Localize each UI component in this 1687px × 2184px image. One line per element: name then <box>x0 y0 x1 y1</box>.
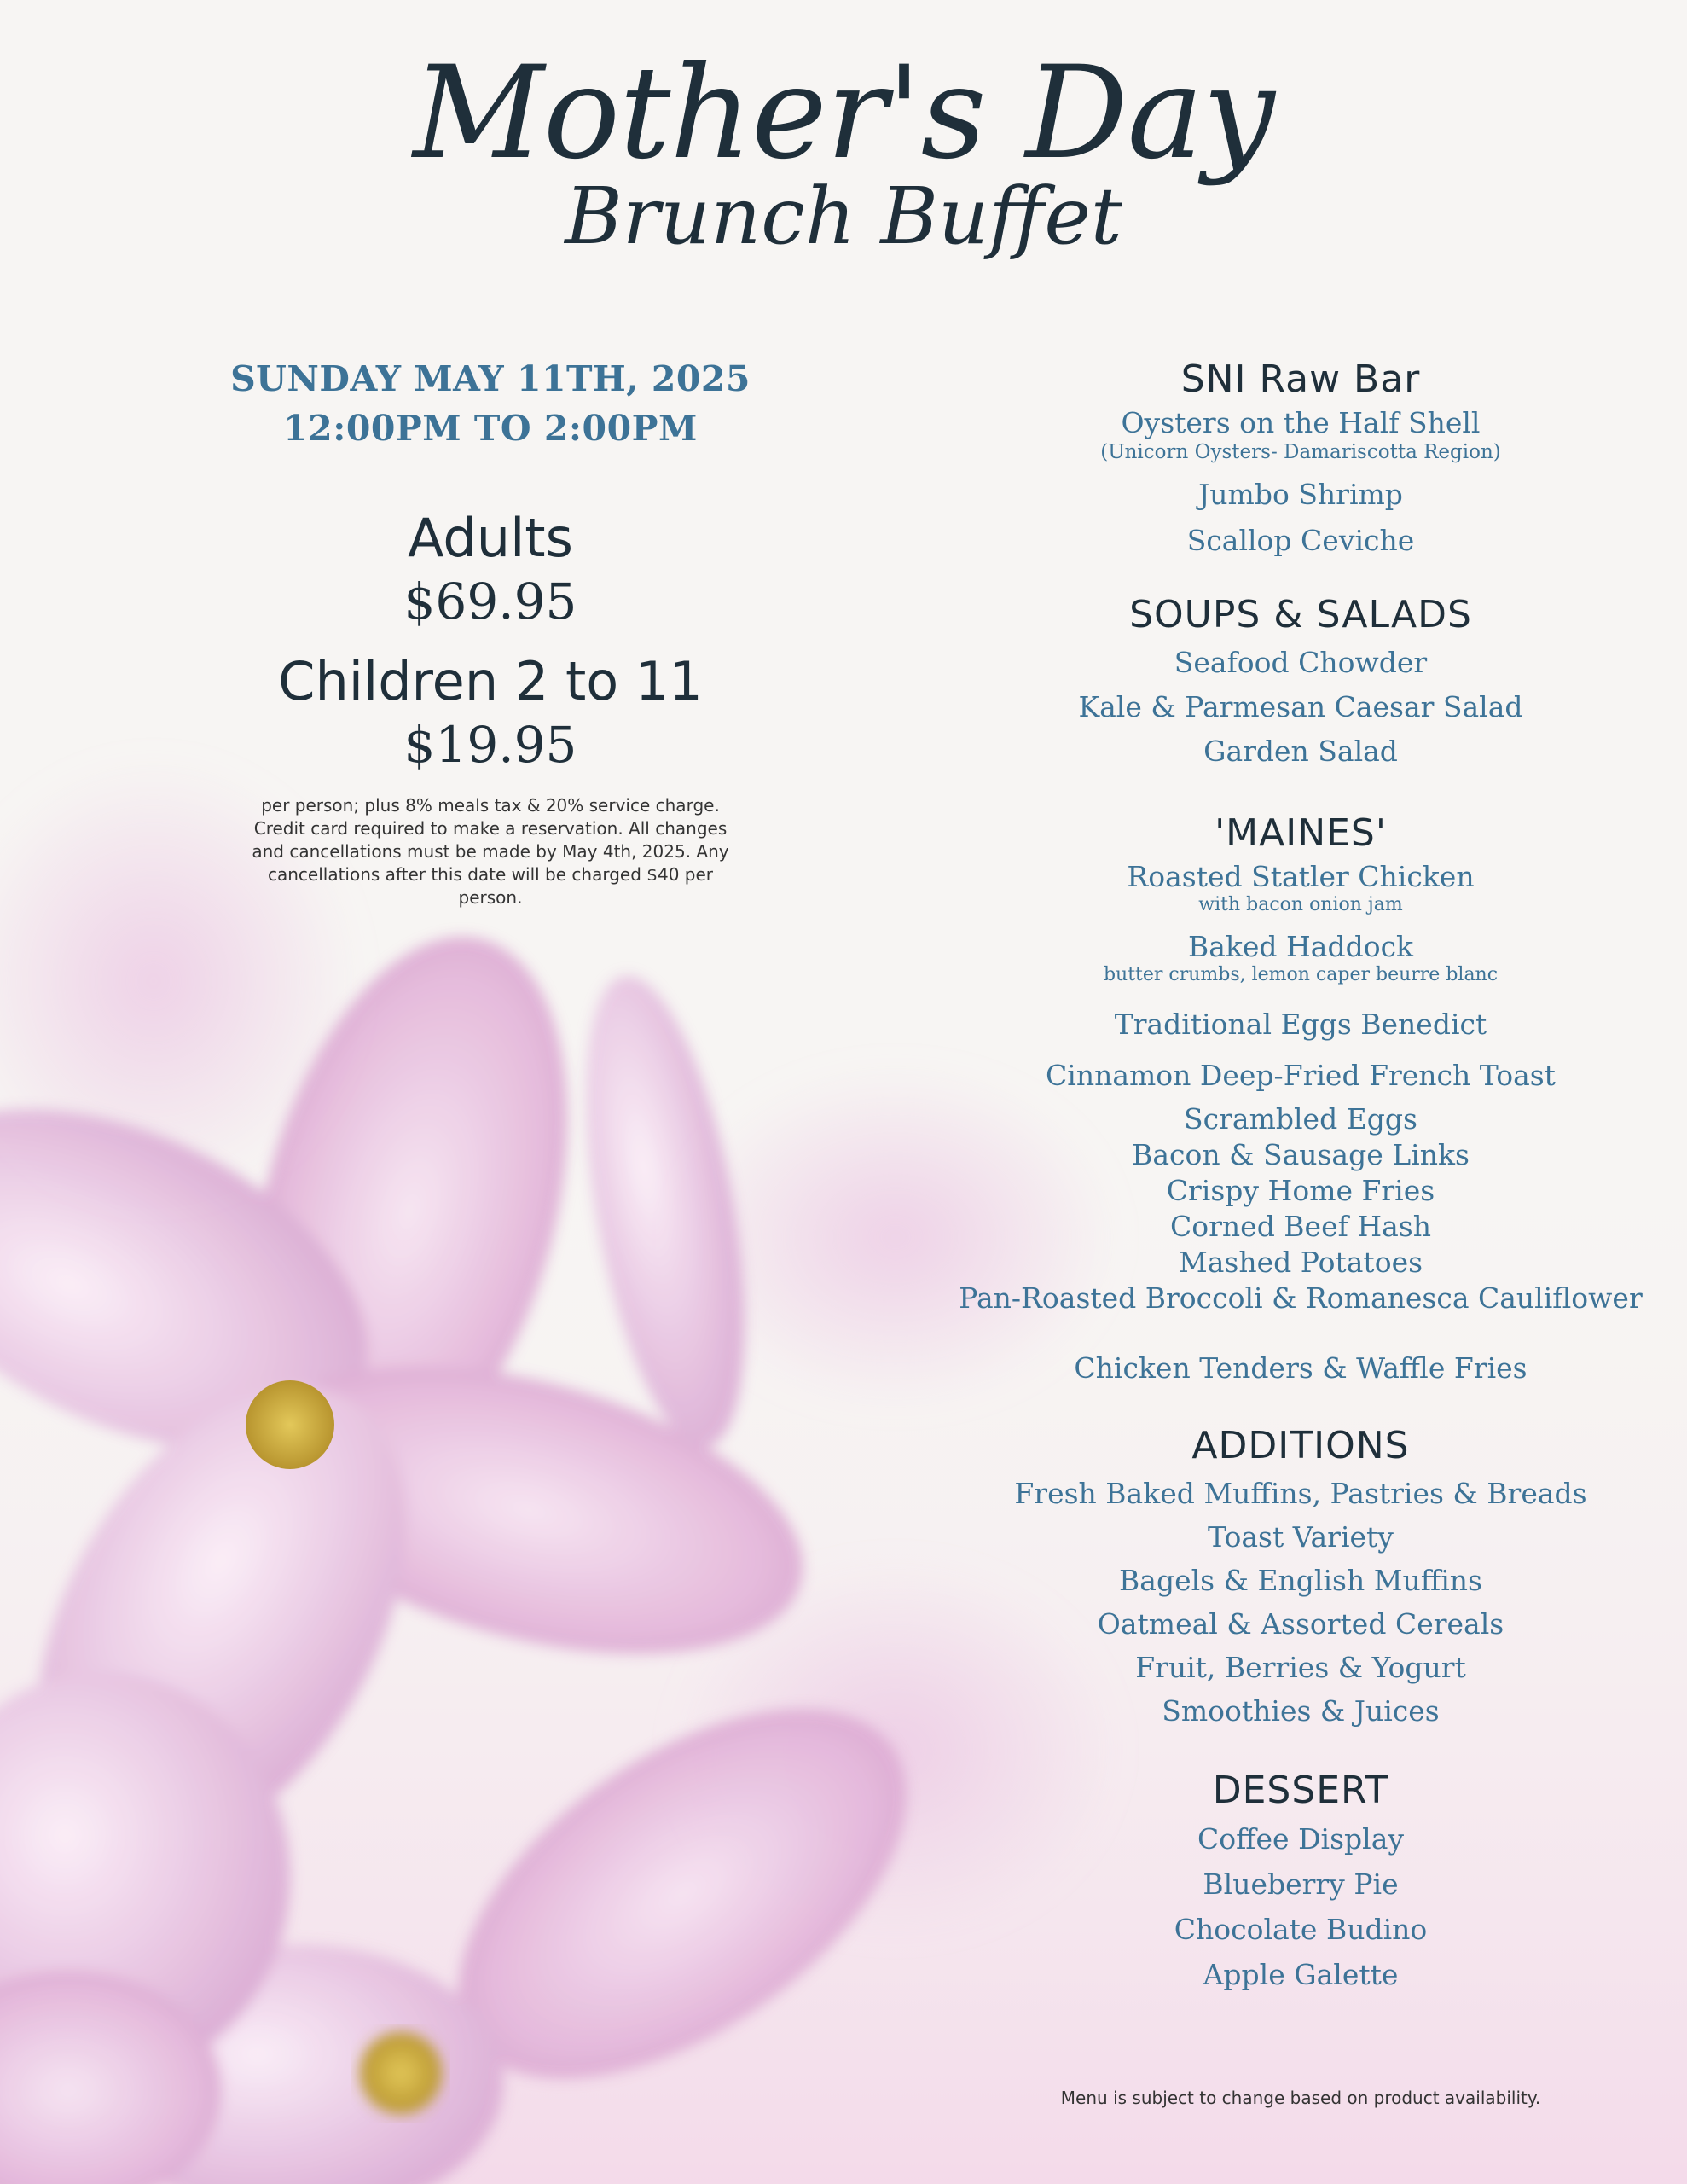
menu-item-note: (Unicorn Oysters- Damariscotta Region) <box>1100 441 1501 463</box>
menu-column <box>955 354 1646 1997</box>
event-time: 12:00PM TO 2:00PM <box>283 408 698 449</box>
dessert-heading: DESSERT <box>1212 1769 1389 1812</box>
soups-salads-heading: SOUPS & SALADS <box>1129 593 1472 636</box>
title-sub: Brunch Buffet <box>565 171 1122 262</box>
availability-disclaimer: Menu is subject to change based on product availability. <box>1060 2088 1541 2108</box>
menu-item: Apple Galette <box>1203 1958 1399 1991</box>
menu-item: Jumbo Shrimp <box>1198 478 1403 511</box>
adults-label: Adults <box>408 507 573 569</box>
menu-item: Pan-Roasted Broccoli & Romanesca Cauliflower <box>959 1281 1643 1315</box>
raw-bar-section <box>955 354 1646 564</box>
menu-item: Oatmeal & Assorted Cereals <box>1097 1607 1504 1641</box>
title-main: Mother's Day <box>413 39 1274 188</box>
menu-item: Blueberry Pie <box>1203 1867 1399 1901</box>
dessert-section <box>955 1765 1646 1997</box>
menu-item: Fresh Baked Muffins, Pastries & Breads <box>1014 1477 1587 1510</box>
raw-bar-heading: SNI Raw Bar <box>1180 357 1421 401</box>
maines-section <box>955 808 1646 1386</box>
menu-item: Chocolate Budino <box>1174 1913 1428 1946</box>
event-info-column <box>145 354 836 909</box>
menu-item: Oysters on the Half Shell <box>1121 406 1481 439</box>
maines-heading: 'MAINES' <box>1215 811 1387 855</box>
children-price: $19.95 <box>403 716 577 774</box>
menu-item: Toast Variety <box>1208 1520 1394 1554</box>
menu-item: Bagels & English Muffins <box>1119 1564 1482 1597</box>
additions-heading: ADDITIONS <box>1191 1424 1410 1467</box>
menu-item: Kale & Parmesan Caesar Salad <box>1078 690 1523 723</box>
soups-salads-section <box>955 590 1646 774</box>
menu-item: Seafood Chowder <box>1174 646 1428 679</box>
menu-item: Smoothies & Juices <box>1162 1694 1440 1728</box>
menu-item: Fruit, Berries & Yogurt <box>1135 1651 1466 1684</box>
children-label: Children 2 to 11 <box>278 650 703 712</box>
menu-item: Bacon & Sausage Links <box>1132 1138 1470 1171</box>
menu-item: Chicken Tenders & Waffle Fries <box>1074 1351 1528 1385</box>
event-date: SUNDAY MAY 11TH, 2025 <box>230 358 751 399</box>
adults-price: $69.95 <box>403 572 577 630</box>
menu-item: Garden Salad <box>1203 735 1398 768</box>
menu-item: Scallop Ceviche <box>1186 524 1415 557</box>
menu-item: Cinnamon Deep-Fried French Toast <box>1046 1059 1556 1092</box>
menu-item: Roasted Statler Chicken <box>1127 860 1475 893</box>
menu-item: Mashed Potatoes <box>1178 1246 1423 1279</box>
menu-item: Baked Haddock <box>1187 930 1414 963</box>
menu-item: Corned Beef Hash <box>1170 1210 1431 1243</box>
menu-item-note: with bacon onion jam <box>1198 894 1403 915</box>
menu-item: Crispy Home Fries <box>1166 1174 1435 1207</box>
pricing-terms: per person; plus 8% meals tax & 20% service charge. Credit card required to make a reservation. All changes and cancellations must be made by May 4th, 2025. Any cancellations after this date will be charged $40 per person. <box>252 795 729 908</box>
additions-section <box>955 1420 1646 1733</box>
menu-item: Traditional Eggs Benedict <box>1114 1008 1487 1041</box>
menu-item: Coffee Display <box>1197 1822 1405 1856</box>
menu-item: Scrambled Eggs <box>1184 1102 1417 1136</box>
menu-item-note: butter crumbs, lemon caper beurre blanc <box>1103 964 1499 985</box>
